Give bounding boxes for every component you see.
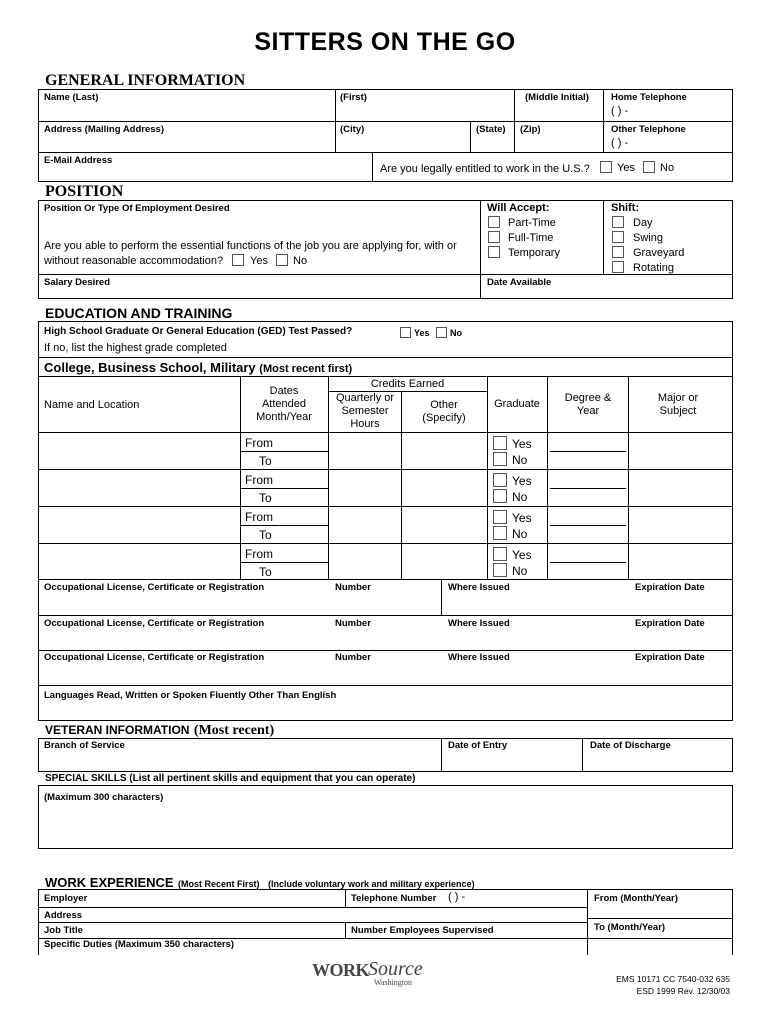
job-title-field[interactable]: Job Title [44, 925, 83, 936]
shift-label: Shift: [611, 202, 640, 214]
row3-from[interactable]: From [245, 510, 273, 524]
work-phone-template: ( ) - [448, 891, 466, 903]
row1-to[interactable]: To [259, 454, 272, 468]
veteran-heading-note: (Most recent) [193, 723, 275, 738]
col-degree-year: Degree & Year [564, 392, 612, 417]
license2-field[interactable]: Occupational License, Certificate or Registration [44, 618, 265, 629]
shift-graveyard-checkbox[interactable] [612, 246, 624, 258]
row3-grad-no-checkbox[interactable] [493, 526, 507, 540]
college-heading-text: College, Business School, Military [44, 360, 256, 375]
salary-field[interactable]: Salary Desired [44, 277, 111, 288]
license1-expiration[interactable]: Expiration Date [635, 582, 705, 593]
logo-work-text: WORK [312, 960, 370, 980]
row2-grad-yes-label: Yes [512, 474, 532, 488]
license3-expiration[interactable]: Expiration Date [635, 652, 705, 663]
home-telephone-field[interactable]: Home Telephone [611, 92, 687, 103]
row4-from[interactable]: From [245, 547, 273, 561]
veteran-heading-text: VETERAN INFORMATION [45, 723, 190, 737]
date-available-field[interactable]: Date Available [487, 277, 552, 288]
college-heading-note: (Most recent first) [259, 363, 353, 375]
position-heading: POSITION [45, 183, 124, 200]
employer-field[interactable]: Employer [44, 893, 88, 904]
functions-yes-label: Yes [250, 255, 268, 267]
logo-sub-text: Washington [374, 978, 413, 987]
row1-grad-yes-label: Yes [512, 437, 532, 451]
hs-no-label: No [450, 328, 462, 338]
row4-grad-yes-label: Yes [512, 548, 532, 562]
col-major-subject: Major or Subject [657, 392, 699, 417]
specific-duties-field[interactable]: Specific Duties (Maximum 350 characters) [44, 939, 235, 950]
hs-followup: If no, list the highest grade completed [44, 342, 227, 354]
zip-field[interactable]: (Zip) [520, 124, 541, 135]
college-heading [44, 360, 352, 375]
logo-source-text: Source [368, 958, 423, 980]
hs-no-checkbox[interactable] [436, 327, 447, 338]
row2-grad-no-checkbox[interactable] [493, 489, 507, 503]
state-field[interactable]: (State) [476, 124, 506, 135]
home-telephone-template: ( ) - [611, 105, 629, 117]
temporary-checkbox[interactable] [488, 246, 500, 258]
shift-day-checkbox[interactable] [612, 216, 624, 228]
date-of-entry-field[interactable]: Date of Entry [448, 740, 508, 751]
row4-grad-no-checkbox[interactable] [493, 563, 507, 577]
city-field[interactable]: (City) [340, 124, 365, 135]
col-dates-attended: Dates Attended Month/Year [256, 385, 312, 423]
work-heading-note1: (Most Recent First) [178, 879, 260, 889]
license3-field[interactable]: Occupational License, Certificate or Registration [44, 652, 265, 663]
shift-graveyard-label: Graveyard [633, 247, 685, 259]
row1-grad-no-checkbox[interactable] [493, 452, 507, 466]
legal-no-label: No [660, 162, 675, 174]
row2-from[interactable]: From [245, 473, 273, 487]
license3-where-issued[interactable]: Where Issued [448, 652, 510, 663]
work-from-field[interactable]: From (Month/Year) [594, 893, 678, 904]
legal-yes-checkbox[interactable] [600, 161, 612, 173]
functions-no-checkbox[interactable] [276, 254, 288, 266]
shift-rotating-label: Rotating [633, 262, 674, 274]
form-number: EMS 10171 CC 7540-032 635 [616, 974, 730, 984]
email-field[interactable]: E-Mail Address [44, 155, 113, 166]
col-other-specify: Other (Specify) [422, 399, 466, 424]
license1-number[interactable]: Number [335, 582, 371, 593]
part-time-label: Part-Time [508, 217, 556, 229]
branch-of-service-field[interactable]: Branch of Service [44, 740, 125, 751]
legal-work-question: Are you legally entitled to work in the U.S.? [380, 163, 590, 175]
shift-swing-label: Swing [633, 232, 663, 244]
row1-grad-yes-checkbox[interactable] [493, 436, 507, 450]
row1-grad-no-label: No [512, 453, 528, 467]
form-number-block [616, 973, 730, 997]
license1-field[interactable]: Occupational License, Certificate or Registration [44, 582, 265, 593]
row3-grad-yes-checkbox[interactable] [493, 510, 507, 524]
will-accept-label: Will Accept: [487, 202, 550, 214]
shift-swing-checkbox[interactable] [612, 231, 624, 243]
license2-where-issued[interactable]: Where Issued [448, 618, 510, 629]
shift-rotating-checkbox[interactable] [612, 261, 624, 273]
languages-field[interactable]: Languages Read, Written or Spoken Fluently Other Than English [44, 690, 337, 701]
telephone-number-field[interactable]: Telephone Number [351, 893, 437, 904]
position-type-field[interactable]: Position Or Type Of Employment Desired [44, 203, 230, 214]
other-telephone-template: ( ) - [611, 137, 629, 149]
full-time-label: Full-Time [508, 232, 554, 244]
row1-from[interactable]: From [245, 436, 273, 450]
part-time-checkbox[interactable] [488, 216, 500, 228]
row4-to[interactable]: To [259, 565, 272, 579]
employees-supervised-field[interactable]: Number Employees Supervised [351, 925, 494, 936]
special-skills-heading: SPECIAL SKILLS (List all pertinent skills and equipment that you can operate) [45, 773, 416, 784]
work-heading-text: WORK EXPERIENCE [45, 875, 174, 890]
general-info-heading: GENERAL INFORMATION [45, 72, 246, 89]
hs-question: High School Graduate Or General Education (GED) Test Passed? [44, 326, 353, 337]
row3-grad-no-label: No [512, 527, 528, 541]
row4-grad-no-label: No [512, 564, 528, 578]
shift-day-label: Day [633, 217, 653, 229]
work-to-field[interactable]: To (Month/Year) [594, 922, 666, 933]
row2-grad-yes-checkbox[interactable] [493, 473, 507, 487]
name-last-field[interactable]: Name (Last) [44, 92, 99, 103]
veteran-heading [45, 721, 274, 739]
license2-number[interactable]: Number [335, 618, 371, 629]
education-heading: EDUCATION AND TRAINING [45, 305, 233, 321]
functions-question-line1: Are you able to perform the essential functions of the job you are applying for, with or [44, 240, 457, 252]
form-title: SITTERS ON THE GO [254, 28, 516, 56]
row4-grad-yes-checkbox[interactable] [493, 547, 507, 561]
other-telephone-field[interactable]: Other Telephone [611, 124, 686, 135]
row3-grad-yes-label: Yes [512, 511, 532, 525]
worksource-logo [312, 958, 436, 992]
license3-number[interactable]: Number [335, 652, 371, 663]
legal-yes-label: Yes [617, 162, 635, 174]
full-time-checkbox[interactable] [488, 231, 500, 243]
row2-to[interactable]: To [259, 491, 272, 505]
name-first-field[interactable]: (First) [340, 92, 367, 103]
legal-no-checkbox[interactable] [643, 161, 655, 173]
address-field[interactable]: Address (Mailing Address) [44, 124, 165, 135]
work-heading-note2: (Include voluntary work and military experience) [268, 879, 475, 889]
date-of-discharge-field[interactable]: Date of Discharge [590, 740, 671, 751]
middle-initial-field[interactable]: (Middle Initial) [525, 92, 589, 103]
temporary-label: Temporary [508, 247, 560, 259]
functions-no-label: No [293, 255, 308, 267]
row3-to[interactable]: To [259, 528, 272, 542]
functions-question-line2: without reasonable accommodation? [44, 255, 224, 267]
hs-yes-checkbox[interactable] [400, 327, 411, 338]
hs-yes-label: Yes [414, 328, 430, 338]
license1-where-issued[interactable]: Where Issued [448, 582, 510, 593]
credits-earned-header: Credits Earned [370, 378, 445, 390]
row2-grad-no-label: No [512, 490, 528, 504]
license2-expiration[interactable]: Expiration Date [635, 618, 705, 629]
col-name-location: Name and Location [44, 399, 140, 411]
functions-yes-checkbox[interactable] [232, 254, 244, 266]
col-quarterly-hours: Quarterly or Semester Hours [335, 392, 395, 430]
work-address-field[interactable]: Address [44, 910, 83, 921]
col-graduate: Graduate [494, 398, 540, 410]
special-skills-max: (Maximum 300 characters) [44, 792, 164, 803]
revision-date: ESD 1999 Rev. 12/30/03 [636, 986, 730, 996]
